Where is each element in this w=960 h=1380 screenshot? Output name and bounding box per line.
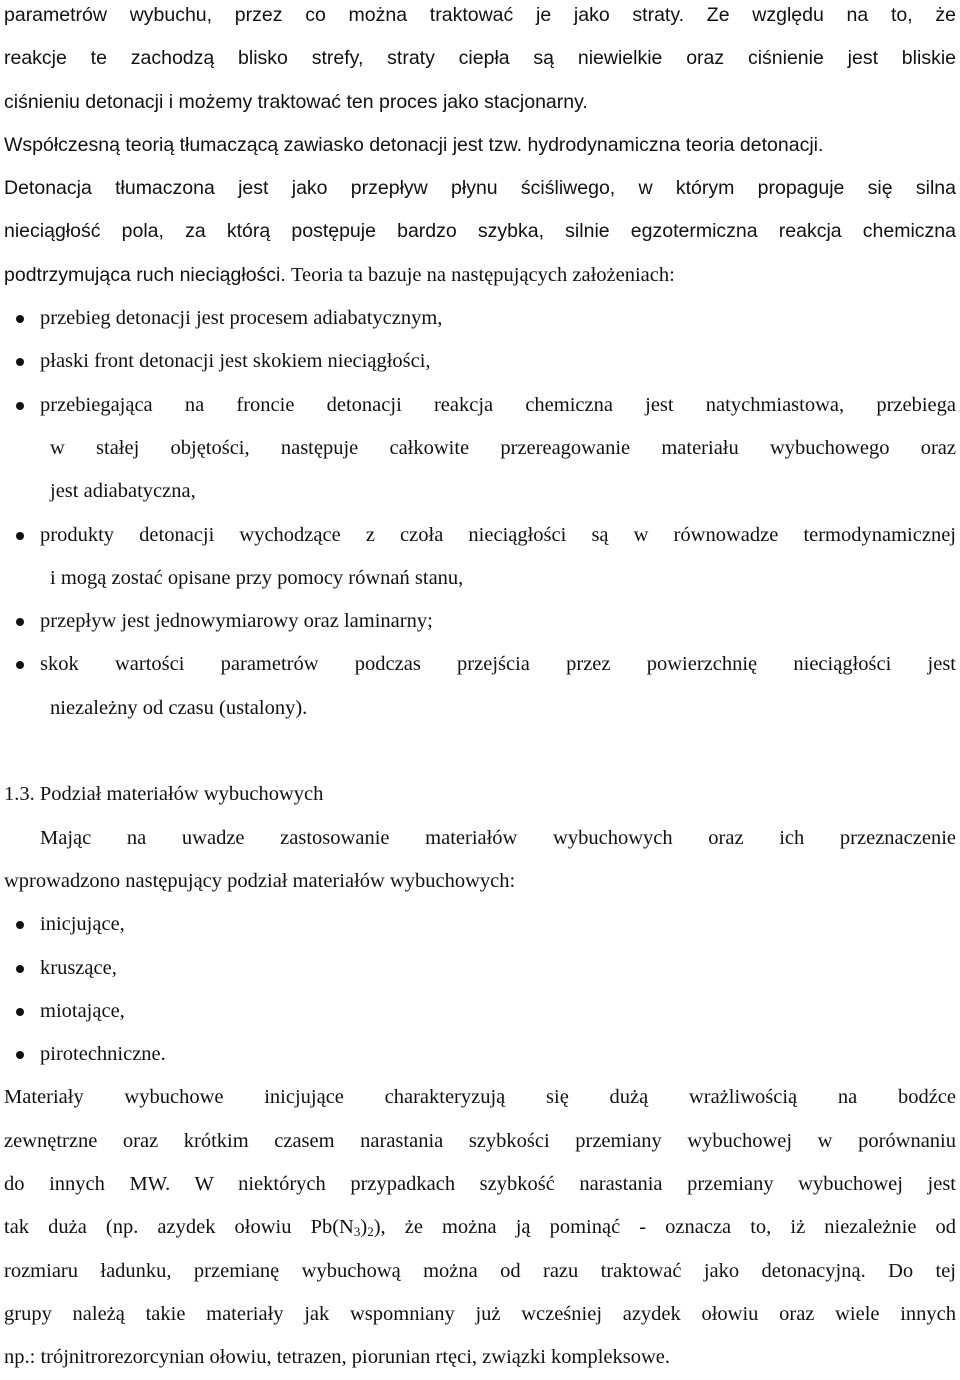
- text-span: Teoria ta bazuje na następujących założeniach:: [290, 263, 675, 286]
- paragraph-intro: [4, 0, 956, 167]
- text-line: Detonacja tłumaczona jest jako przepływ płynu ściśliwego, w którym propaguje się silna: [4, 177, 956, 200]
- text-line: Mając na uwadze zastosowanie materiałów wybuchowych oraz ich przeznaczenie: [40, 826, 956, 849]
- list-item-continuation: i mogą zostać opisane przy pomocy równań stanu,: [50, 566, 464, 589]
- subscript: 3: [353, 1224, 361, 1240]
- section-explosives: [4, 773, 956, 1076]
- text-span: tak duża (np. azydek ołowiu Pb(N: [4, 1216, 354, 1239]
- text-line: grupy należą takie materiały jak wspomniany już wcześniej azydek ołowiu oraz wiele innych: [4, 1302, 956, 1325]
- text-line: nieciągłość pola, za którą postępuje bardzo szybka, silnie egzotermiczna reakcja chemiczna: [4, 220, 956, 243]
- paragraph-detonation: [4, 167, 956, 297]
- text-line: do innych MW. W niektórych przypadkach szybkość narastania przemiany wybuchowej jest: [4, 1173, 956, 1196]
- text-line: np.: trójnitrorezorcynian ołowiu, tetrazen, piorunian rtęci, związki kompleksowe.: [4, 1346, 671, 1369]
- text-line: rozmiaru ładunku, przemianę wybuchową można od razu traktować jako detonacyjną. Do tej: [4, 1259, 956, 1282]
- text-span: ): [360, 1216, 368, 1239]
- subscript: 2: [367, 1224, 374, 1240]
- list-item: miotające,: [4, 990, 956, 1033]
- list-item-continuation: niezależny od czasu (ustalony).: [50, 696, 308, 719]
- paragraph-initiating: [4, 1076, 956, 1379]
- text-line: [4, 254, 956, 297]
- list-item: przebieg detonacji jest procesem adiabatycznym,: [4, 297, 956, 340]
- text-line: Współczesną teorią tłumaczącą zawiasko detonacji jest tzw. hydrodynamiczna teoria detonacji.: [4, 133, 824, 156]
- list-item: przebiegająca na froncie detonacji reakcja chemiczna jest natychmiastowa, przebiega: [4, 384, 956, 427]
- text-span: podtrzymująca ruch nieciągłości.: [4, 263, 286, 286]
- text-line: reakcje te zachodzą blisko strefy, straty ciepła są niewielkie oraz ciśnienie jest bliskie: [4, 47, 956, 70]
- text-span: ), że można ją pominąć - oznacza to, iż niezależnie od: [373, 1216, 956, 1239]
- text-line-formula: [4, 1206, 956, 1249]
- list-item: inicjujące,: [4, 903, 956, 946]
- list-item: płaski front detonacji jest skokiem nieciągłości,: [4, 340, 956, 383]
- list-item: produkty detonacji wychodzące z czoła nieciągłości są w równowadze termodynamicznej: [4, 514, 956, 557]
- text-line: zewnętrzne oraz krótkim czasem narastania szybkości przemiany wybuchowej w porównaniu: [4, 1129, 956, 1152]
- assumptions-list: [4, 297, 956, 730]
- list-item-continuation: w stałej objętości, następuje całkowite przereagowanie materiału wybuchowego oraz: [50, 436, 956, 459]
- spacer: [4, 730, 956, 773]
- text-line: Materiały wybuchowe inicjujące charakteryzują się dużą wrażliwością na bodźce: [4, 1086, 956, 1109]
- list-item: skok wartości parametrów podczas przejścia przez powierzchnię nieciągłości jest: [4, 643, 956, 686]
- categories-list: [4, 903, 956, 1076]
- document-page: [4, 0, 956, 1380]
- text-line: parametrów wybuchu, przez co można traktować je jako straty. Ze względu na to, że: [4, 4, 956, 26]
- text-line: ciśnieniu detonacji i możemy traktować ten proces jako stacjonarny.: [4, 90, 588, 113]
- section-heading: 1.3. Podział materiałów wybuchowych: [4, 783, 324, 806]
- list-item: przepływ jest jednowymiarowy oraz laminarny;: [4, 600, 956, 643]
- list-item: pirotechniczne.: [4, 1033, 956, 1076]
- list-item-continuation: jest adiabatyczna,: [50, 480, 196, 503]
- text-line: wprowadzono następujący podział materiałów wybuchowych:: [4, 869, 516, 892]
- list-item: kruszące,: [4, 947, 956, 990]
